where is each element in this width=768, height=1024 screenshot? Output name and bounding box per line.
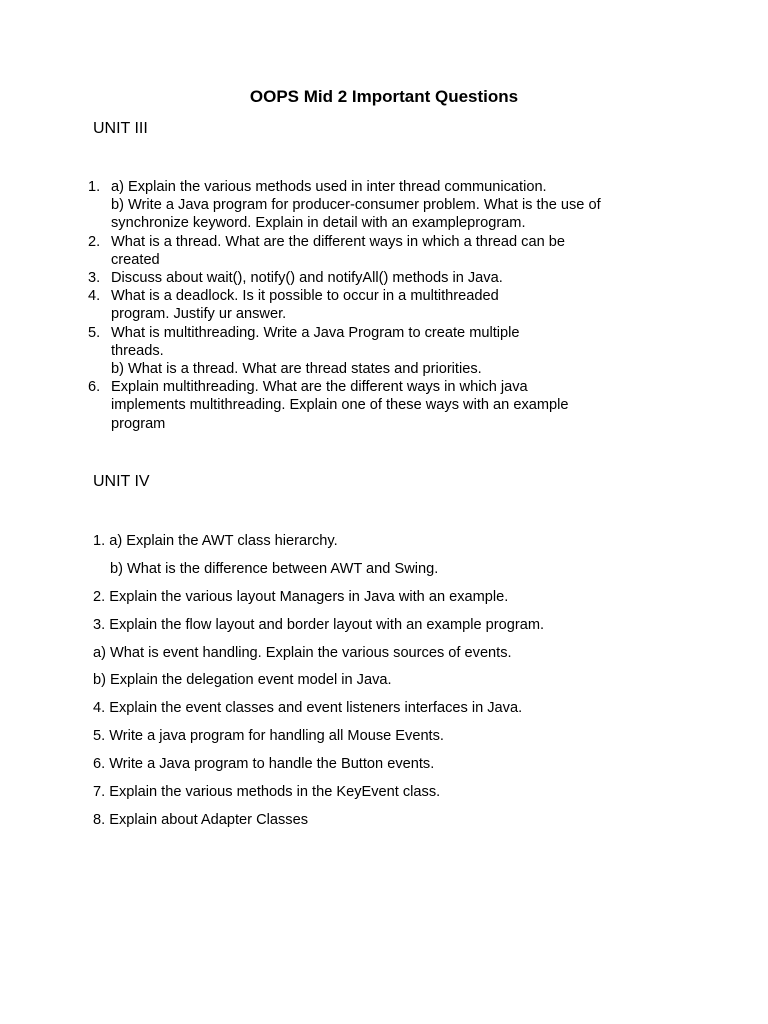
question-number: 1. bbox=[88, 179, 101, 195]
unit-4-question: 8. Explain about Adapter Classes bbox=[93, 811, 308, 828]
unit-4-question: 6. Write a Java program to handle the Button events. bbox=[93, 756, 435, 773]
question-text-line: b) Write a Java program for producer-consumer problem. What is the use of bbox=[111, 197, 601, 214]
unit-3-question bbox=[0, 233, 651, 269]
question-text-line: Explain multithreading. What are the different ways in which java bbox=[111, 379, 528, 396]
unit-4-question: 2. Explain the various layout Managers in Java with an example. bbox=[93, 588, 509, 605]
unit-4-question: 1. a) Explain the AWT class hierarchy. bbox=[93, 533, 338, 549]
question-number: 3. bbox=[88, 270, 101, 287]
document-title: OOPS Mid 2 Important Questions bbox=[249, 87, 519, 106]
unit-4-question: 7. Explain the various methods in the KeyEvent class. bbox=[93, 784, 441, 801]
question-text-line: Discuss about wait(), notify() and notifyAll() methods in Java. bbox=[111, 270, 503, 287]
question-text-line: program bbox=[111, 415, 166, 432]
question-text-line: synchronize keyword. Explain in detail with an exampleprogram. bbox=[111, 215, 526, 232]
unit-4-question: b) Explain the delegation event model in Java. bbox=[93, 672, 392, 689]
question-text-line: What is a deadlock. Is it possible to occur in a multithreaded bbox=[111, 288, 499, 305]
unit-4-question: 4. Explain the event classes and event listeners interfaces in Java. bbox=[93, 700, 523, 717]
unit-3-question bbox=[0, 287, 651, 323]
unit-3-heading: UNIT III bbox=[93, 120, 148, 137]
unit-3-question bbox=[0, 324, 651, 379]
unit-3-question bbox=[0, 178, 651, 233]
unit-4-question: b) What is the difference between AWT and Swing. bbox=[110, 560, 439, 577]
question-number: 2. bbox=[88, 233, 101, 250]
unit-4-heading: UNIT IV bbox=[93, 473, 150, 490]
question-text-line: threads. bbox=[111, 342, 164, 359]
unit-4-question: 5. Write a java program for handling all Mouse Events. bbox=[93, 728, 444, 745]
unit-4-question: 3. Explain the flow layout and border layout with an example program. bbox=[93, 616, 545, 633]
question-number: 5. bbox=[88, 324, 101, 341]
question-text-line: implements multithreading. Explain one of these ways with an example bbox=[111, 397, 569, 414]
question-text-line: created bbox=[111, 251, 160, 268]
question-text-line: b) What is a thread. What are thread states and priorities. bbox=[111, 361, 482, 378]
unit-4-question-list bbox=[93, 531, 713, 838]
question-text-line: a) Explain the various methods used in inter thread communication. bbox=[111, 179, 547, 195]
unit-3-question bbox=[0, 378, 651, 433]
question-text-line: What is a thread. What are the different ways in which a thread can be bbox=[111, 233, 566, 250]
question-number: 4. bbox=[88, 288, 101, 305]
unit-3-question bbox=[0, 269, 651, 287]
unit-4-question: a) What is event handling. Explain the various sources of events. bbox=[93, 644, 512, 661]
question-text-line: program. Justify ur answer. bbox=[111, 306, 287, 323]
question-number: 6. bbox=[88, 379, 101, 396]
question-text-line: What is multithreading. Write a Java Program to create multiple bbox=[111, 324, 520, 341]
unit-3-question-list bbox=[0, 178, 768, 433]
